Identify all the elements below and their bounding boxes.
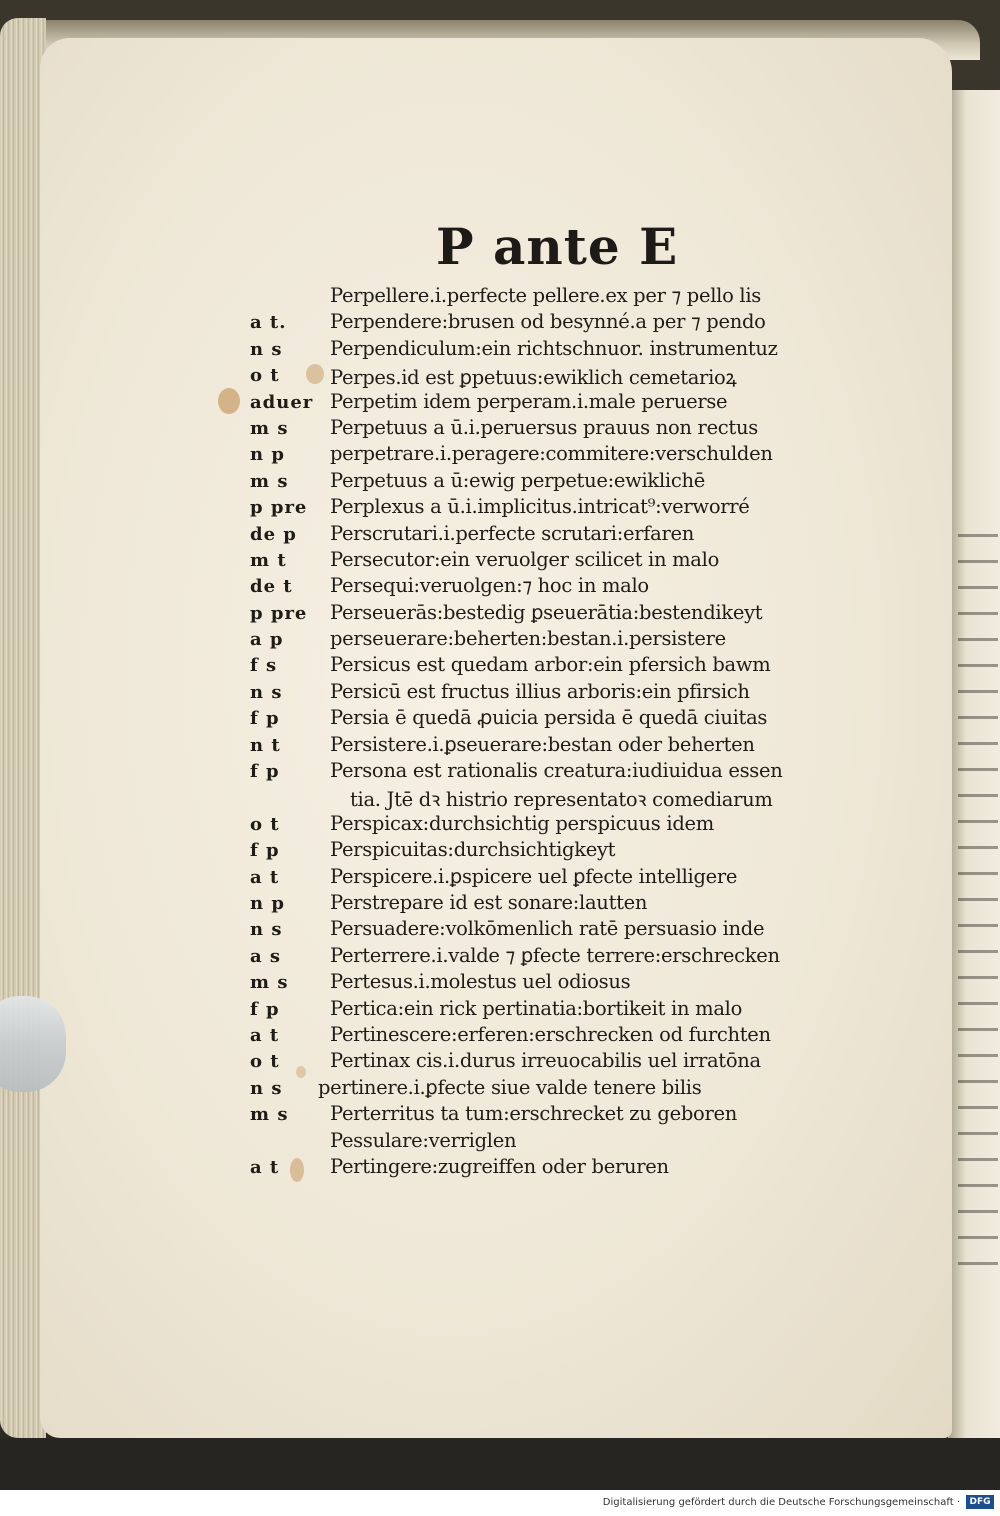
glossary-entry <box>250 838 850 864</box>
dfg-logo: DFG <box>966 1495 994 1509</box>
glossary-entry <box>250 733 850 759</box>
glossary-entry <box>250 574 850 600</box>
entry-text: Perpes.id est ꝑpetuus:ewiklich cemetarioꝝ <box>330 366 737 390</box>
entry-code: f p <box>250 761 280 783</box>
entry-code: m s <box>250 1104 289 1126</box>
entry-code: aduer <box>250 391 314 413</box>
glossary-entry <box>250 680 850 706</box>
glossary-entry <box>250 469 850 495</box>
glossary-entry <box>250 865 850 891</box>
entry-code: f p <box>250 708 280 730</box>
glossary-entry <box>250 812 850 838</box>
footer-bar <box>0 1490 1000 1516</box>
glossary-entry <box>250 891 850 917</box>
entry-code: n s <box>250 1077 283 1099</box>
entry-text: Persuadere:volkōmenlich ratē persuasio inde <box>330 917 765 941</box>
entry-text: perpetrare.i.peragere:commitere:verschulden <box>330 442 773 466</box>
entry-text: Perpendere:brusen od besynné.a per ⁊ pendo <box>330 310 766 334</box>
entry-code: m s <box>250 972 289 994</box>
glossary-entry <box>250 1049 850 1075</box>
entry-text: tia. Jtē dꝛ histrio representatoꝛ comediarum <box>350 788 773 812</box>
glossary-entry <box>250 759 850 785</box>
entry-code: n t <box>250 734 281 756</box>
glossary-entry <box>250 706 850 732</box>
entry-code: m t <box>250 549 287 571</box>
entry-text: perseuerare:beherten:bestan.i.persistere <box>330 627 726 651</box>
entry-code: n p <box>250 444 285 466</box>
glossary-entry <box>250 495 850 521</box>
entry-text: Pertingere:zugreiffen oder beruren <box>330 1154 669 1178</box>
glossary-entry <box>250 310 850 336</box>
stain-mark <box>218 388 240 414</box>
glossary-entry <box>250 390 850 416</box>
glossary-entry <box>250 944 850 970</box>
entry-text: pertinere.i.ꝑfecte siue valde tenere bilis <box>318 1075 702 1099</box>
entry-text: Perpetuus a ū.i.peruersus prauus non rectus <box>330 415 758 439</box>
entry-text: Pertinescere:erferen:erschrecken od furchten <box>330 1022 771 1046</box>
entry-text: Perpetim idem perperam.i.male peruerse <box>330 389 728 413</box>
glossary-entry <box>250 1155 850 1181</box>
entry-code: f s <box>250 655 278 677</box>
glossary-entry <box>250 548 850 574</box>
entry-code: a t <box>250 1156 280 1178</box>
glossary-entries <box>250 284 850 1181</box>
glossary-entry <box>250 970 850 996</box>
entry-text: Perplexus a ū.i.implicitus.intricat⁹:verworré <box>330 495 750 519</box>
entry-text: Pertinax cis.i.durus irreuocabilis uel irratōna <box>330 1049 761 1073</box>
bottom-border <box>0 1438 1000 1490</box>
entry-text: Perspicere.i.ꝑspicere uel ꝑfecte intelligere <box>330 864 738 888</box>
entry-text: Persicū est fructus illius arboris:ein pfirsich <box>330 679 750 703</box>
entry-code: p pre <box>250 602 308 624</box>
entry-text: Persia ē quedā ꝓuicia persida ē quedā ciuitas <box>330 706 768 730</box>
entry-text: Pertesus.i.molestus uel odiosus <box>330 970 631 994</box>
entry-text: Perseuerās:bestedig ꝑseuerātia:bestendikeyt <box>330 600 763 624</box>
glossary-entry <box>250 442 850 468</box>
glossary-entry <box>250 363 850 389</box>
entry-text: Persicus est quedam arbor:ein pfersich bawm <box>330 653 771 677</box>
page-heading: P ante E <box>436 217 679 276</box>
entry-code: o t <box>250 365 280 387</box>
glossary-entry <box>250 627 850 653</box>
entry-code: p pre <box>250 497 308 519</box>
glossary-entry <box>250 785 850 811</box>
entry-text: Persequi:veruolgen:⁊ hoc in malo <box>330 574 649 598</box>
entry-code: n s <box>250 681 283 703</box>
entry-code: o t <box>250 1051 280 1073</box>
glossary-entry <box>250 1076 850 1102</box>
entry-code: m s <box>250 470 289 492</box>
glossary-entry <box>250 1023 850 1049</box>
entry-text: Perscrutari.i.perfecte scrutari:erfaren <box>330 521 694 545</box>
entry-text: Persecutor:ein veruolger scilicet in malo <box>330 547 720 571</box>
entry-code: de p <box>250 523 297 545</box>
entry-text: Pertica:ein rick pertinatia:bortikeit in malo <box>330 996 743 1020</box>
entry-code: n s <box>250 919 283 941</box>
entry-text: Perspicuitas:durchsichtigkeyt <box>330 838 616 862</box>
entry-text: Persona est rationalis creatura:iudiuidua essen <box>330 759 783 783</box>
entry-code: f p <box>250 840 280 862</box>
entry-code: m s <box>250 417 289 439</box>
entry-text: Perpendiculum:ein richtschnuor. instrumentuz <box>330 336 778 360</box>
glossary-entry <box>250 416 850 442</box>
entry-text: Perterritus ta tum:erschrecket zu geboren <box>330 1102 737 1126</box>
glossary-entry <box>250 917 850 943</box>
entry-text: Perterrere.i.valde ⁊ ꝑfecte terrere:erschrecken <box>330 943 780 967</box>
glossary-entry <box>250 601 850 627</box>
entry-text: Perstrepare id est sonare:lautten <box>330 890 648 914</box>
glossary-entry <box>250 997 850 1023</box>
entry-code: a t <box>250 866 280 888</box>
entry-text: Perpetuus a ū:ewig perpetue:ewiklichē <box>330 468 705 492</box>
glossary-entry <box>250 284 850 310</box>
facing-page-text-lines <box>958 520 998 1280</box>
glossary-entry <box>250 337 850 363</box>
entry-text: Perspicax:durchsichtig perspicuus idem <box>330 811 714 835</box>
entry-code: a t. <box>250 312 287 334</box>
entry-text: Persistere.i.ꝑseuerare:bestan oder beherten <box>330 732 755 756</box>
entry-code: n s <box>250 338 283 360</box>
glossary-entry <box>250 1129 850 1155</box>
entry-code: n p <box>250 892 285 914</box>
glossary-entry <box>250 653 850 679</box>
glossary-entry <box>250 1102 850 1128</box>
entry-code: a p <box>250 629 284 651</box>
entry-text: Pessulare:verriglen <box>330 1128 517 1152</box>
footer-credit: Digitalisierung gefördert durch die Deutsche Forschungsgemeinschaft · <box>602 1497 960 1508</box>
entry-code: a t <box>250 1024 280 1046</box>
entry-code: de t <box>250 576 293 598</box>
glossary-entry <box>250 522 850 548</box>
page-clip <box>0 996 66 1092</box>
entry-code: o t <box>250 813 280 835</box>
entry-code: f p <box>250 998 280 1020</box>
entry-code: a s <box>250 945 282 967</box>
entry-text: Perpellere.i.perfecte pellere.ex per ⁊ pello lis <box>330 284 762 307</box>
